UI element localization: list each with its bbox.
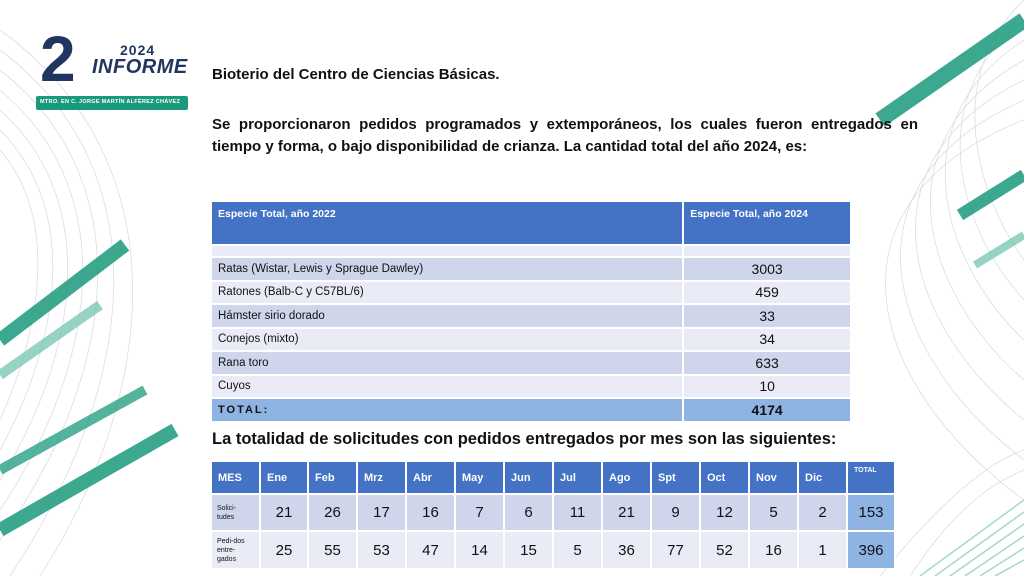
species-value: 459 [683,281,851,305]
species-header-row [212,202,851,245]
month-value: 5 [749,494,798,531]
monthly-header-cell: Nov [749,462,798,494]
species-name: Ratas (Wistar, Lewis y Sprague Dawley) [212,257,683,281]
monthly-header-cell: Spt [651,462,700,494]
month-value: 21 [602,494,651,531]
species-name: Conejos (mixto) [212,328,683,352]
species-name: Ratones (Balb-C y C57BL/6) [212,281,683,305]
row-label-pedidos: Pedi-dos entre- gados [212,531,260,568]
species-total-value: 4174 [683,398,851,421]
table-row [212,494,895,531]
month-value: 55 [308,531,357,568]
species-value: 633 [683,351,851,375]
month-value: 47 [406,531,455,568]
species-value: 34 [683,328,851,352]
table-row [212,257,851,281]
species-header-value: Especie Total, año 2024 [683,202,851,245]
monthly-table [212,462,896,568]
logo-word: INFORME [92,56,188,78]
month-value: 16 [406,494,455,531]
month-value: 14 [455,531,504,568]
species-spacer-row [212,245,851,257]
month-value: 7 [455,494,504,531]
row-label-solicitudes: Solici- tudes [212,494,260,531]
table-row [212,304,851,328]
month-value: 12 [700,494,749,531]
monthly-header-cell: MES [212,462,260,494]
species-total-row [212,398,851,421]
month-value: 53 [357,531,406,568]
month-value: 16 [749,531,798,568]
month-value: 6 [504,494,553,531]
species-total-label: TOTAL: [212,398,683,421]
monthly-header-cell: Oct [700,462,749,494]
logo-year: 2024 [120,42,156,58]
monthly-header-cell: Jul [553,462,602,494]
species-value: 33 [683,304,851,328]
monthly-header-cell: Abr [406,462,455,494]
month-value: 36 [602,531,651,568]
row-total: 153 [847,494,895,531]
species-value: 10 [683,375,851,399]
monthly-header-cell: Jun [504,462,553,494]
month-value: 21 [260,494,308,531]
month-value: 77 [651,531,700,568]
logo-subtitle: MTRO. EN C. JORGE MARTÍN ALFÉREZ CHÁVEZ [40,99,181,105]
monthly-heading: La totalidad de solicitudes con pedidos entregados por mes son las siguientes: [212,430,837,448]
logo-number: 2 [40,23,76,95]
row-total: 396 [847,531,895,568]
month-value: 1 [798,531,847,568]
species-value: 3003 [683,257,851,281]
slide-content [212,66,918,155]
month-value: 17 [357,494,406,531]
species-name: Rana toro [212,351,683,375]
slide-title: Bioterio del Centro de Ciencias Básicas. [212,66,500,83]
intro-paragraph: Se proporcionaron pedidos programados y extemporáneos, los cuales fueron entregados en tiempo y forma, o bajo disponibilidad de crianza. La cantidad total del año 2024, es: [212,116,918,155]
monthly-header-total: TOTAL [847,462,895,494]
month-value: 5 [553,531,602,568]
monthly-header-cell: Feb [308,462,357,494]
month-value: 2 [798,494,847,531]
monthly-header-cell: Ene [260,462,308,494]
table-row [212,328,851,352]
table-row [212,375,851,399]
monthly-header-cell: Dic [798,462,847,494]
species-header-name: Especie Total, año 2022 [212,202,683,245]
monthly-header-cell: Ago [602,462,651,494]
species-name: Cuyos [212,375,683,399]
table-row [212,281,851,305]
table-row [212,531,895,568]
informe-logo [36,24,194,116]
month-value: 52 [700,531,749,568]
species-name: Hámster sirio dorado [212,304,683,328]
monthly-header-row [212,462,895,494]
month-value: 26 [308,494,357,531]
month-value: 11 [553,494,602,531]
month-value: 15 [504,531,553,568]
monthly-header-cell: Mrz [357,462,406,494]
species-table [212,202,852,421]
month-value: 25 [260,531,308,568]
monthly-header-cell: May [455,462,504,494]
table-row [212,351,851,375]
month-value: 9 [651,494,700,531]
